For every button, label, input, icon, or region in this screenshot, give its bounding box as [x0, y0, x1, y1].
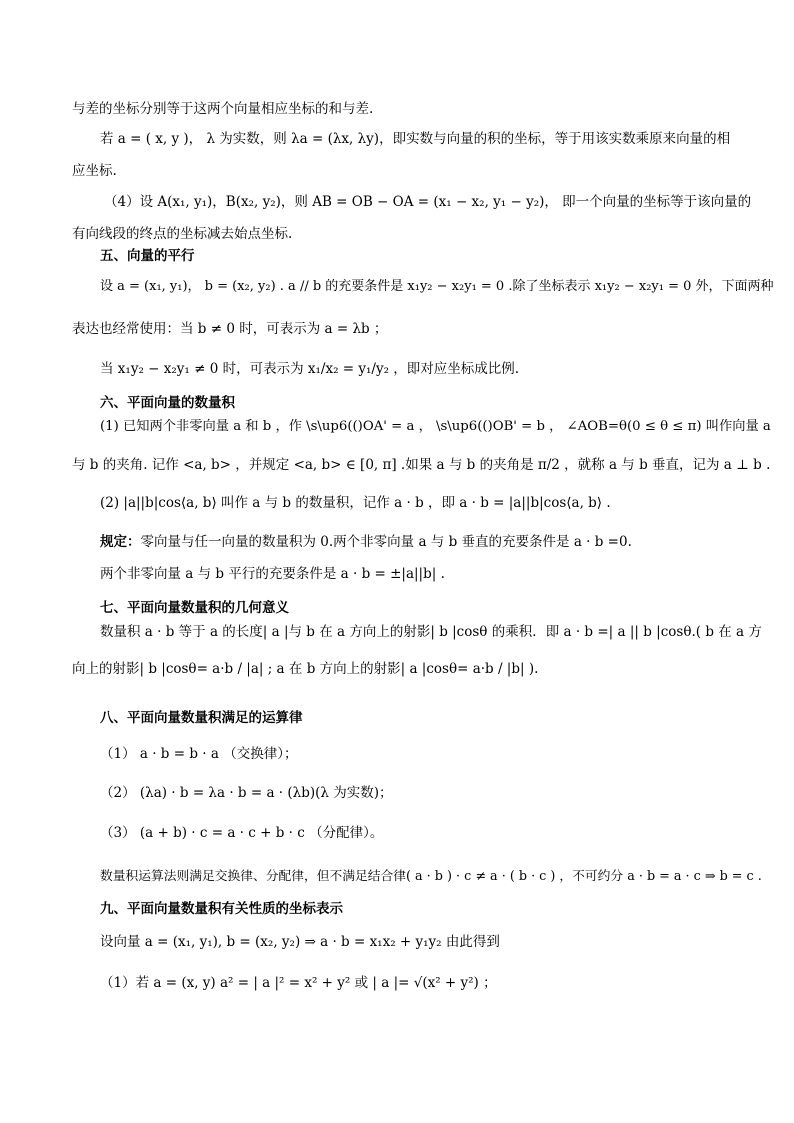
text-line-4: （4）设 A(x₁, y₁)，B(x₂, y₂)，则 AB = OB − OA = (x₁ − x₂, y₁ − y₂)， 即一个向量的坐标等于该向量的: [104, 194, 752, 210]
text-line-5: 有向线段的终点的坐标减去始点坐标.: [72, 226, 293, 242]
section-heading-8: 八、平面向量数量积满足的运算律: [100, 710, 303, 726]
text-line-11: (2) |a||b|cos⟨a, b⟩ 叫作 a 与 b 的数量积，记作 a · b ，即 a · b = |a||b|cos⟨a, b⟩ .: [100, 495, 611, 511]
rule-label: 规定：: [100, 534, 141, 550]
section-heading-9: 九、平面向量数量积有关性质的坐标表示: [100, 901, 343, 917]
text-line-17: （1）若 a = (x, y) a² = | a |² = x² + y² 或 | a |= √(x² + y²) ；: [100, 975, 497, 991]
text-line-16: 设向量 a = (x₁, y₁), b = (x₂, y₂) ⇒ a · b = x₁x₂ + y₁y₂ 由此得到: [100, 934, 500, 950]
text-line-9: (1) 已知两个非零向量 a 和 b ，作 \s\up6(()OA' = a ， \s\up6(()OB' = b ， ∠AOB=θ(0 ≤ θ ≤ π) 叫作向量 a: [100, 419, 771, 434]
rule-text: 零向量与任一向量的数量积为 0.两个非零向量 a 与 b 垂直的充要条件是 a · b =0.: [140, 534, 632, 550]
text-line-14: 向上的射影| b |cosθ= a·b / |a| ; a 在 b 方向上的射影| a |cosθ= a·b / |b| ).: [72, 661, 539, 677]
text-line-7: 表达也经常使用：当 b ≠ 0 时，可表示为 a = λb ；: [72, 321, 388, 337]
text-line-2: 若 a = ( x, y )， λ 为实数，则 λa = (λx, λy)，即实数与向量的积的坐标，等于用该实数乘原来向量的相: [100, 131, 731, 147]
section-heading-7: 七、平面向量数量积的几何意义: [100, 600, 289, 616]
text-line-12: 两个非零向量 a 与 b 平行的充要条件是 a · b = ±|a||b| .: [100, 566, 445, 582]
law-3: （3） (a + b) · c = a · c + b · c （分配律）。: [100, 825, 384, 841]
text-line-8: 当 x₁y₂ − x₂y₁ ≠ 0 时，可表示为 x₁/x₂ = y₁/y₂ ，即对应坐标成比例.: [100, 361, 520, 377]
text-line-13: 数量积 a · b 等于 a 的长度| a |与 b 在 a 方向上的射影| b |cosθ 的乘积．即 a · b =| a || b |cosθ.( b 在 a 方: [100, 624, 762, 640]
rule-line: [100, 533, 632, 551]
text-line-1: 与差的坐标分别等于这两个向量相应坐标的和与差.: [72, 101, 374, 117]
section-heading-5: 五、向量的平行: [100, 248, 195, 264]
text-line-3: 应坐标.: [72, 163, 117, 179]
law-2: （2） (λa) · b = λa · b = a · (λb)(λ 为实数)；: [100, 785, 393, 801]
text-line-15: 数量积运算法则满足交换律、分配律，但不满足结合律( a · b ) · c ≠ a · ( b · c ) ，不可约分 a · b = a · c ⇒ b = c .: [100, 869, 762, 884]
section-heading-6: 六、平面向量的数量积: [100, 395, 235, 411]
law-1: （1） a · b = b · a （交换律）；: [100, 746, 298, 762]
text-line-6: 设 a = (x₁, y₁)， b = (x₂, y₂) . a // b 的充要条件是 x₁y₂ − x₂y₁ = 0 .除了坐标表示 x₁y₂ − x₂y₁ = 0 外，下面两种: [100, 279, 774, 294]
text-line-10: 与 b 的夹角. 记作 <a, b> ，并规定 <a, b> ∈ [0, π] .如果 a 与 b 的夹角是 π/2 ，就称 a 与 b 垂直，记为 a ⊥ b .: [72, 457, 771, 473]
